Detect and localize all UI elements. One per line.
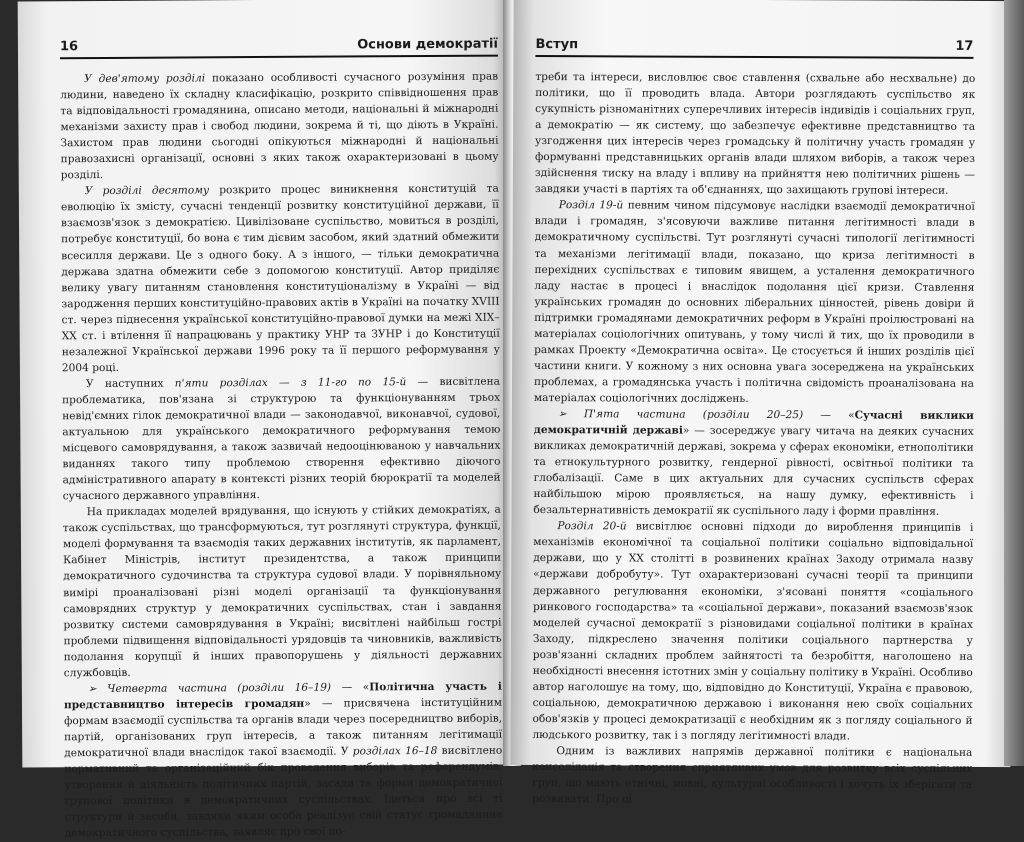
italic-lead: У розділі десятому xyxy=(84,184,210,198)
paragraph-text: розкрито процес виникнення конституцій та еволюцію їх змісту, сучасні тенденції розвитку конституційної держави, її взаємозв'язок з демократією. Цивілізоване суспільство, мовиться в розділі, потребує конституції, бо вона є тим дієвим засобом, який здатний обмежити всесилля держави. Це з одного боку. А з іншого, — тільки демократична держава здатна обмежити себе з допомогою конституції. Автор приділяє велику увагу питанням становлення конституціоналізму в Україні — від зародження перших конституційно-правових актів в Україні на початку XVIII ст. через піднесення української конституційно-правової думки на межі XIX–XX ст. і втілення її напрацювань у практику УНР та ЗУНР і до Конституції незалежної Української держави 1996 року та її першого реформування у 2004 році. xyxy=(60,182,500,375)
paragraph-text: треби та інтереси, висловлює своє ставлення (схвальне або несхвальне) до політики, що її проводить влада. Автори розглядають суспільство як сукупність різноманітних суперечливих інтересів індивідів і соціальних груп, а демократію — як систему, що забезпечує ефективне представництво та узгодження цих інтересів через громадську й політичну участь громадян у формуванні представницьких органів влади шляхом виборів, а також через здійснення тиску на владу і впливу на прийняття нею політичних рішень — завдяки участі в партіях та об'єднаннях, що захищають групові інтереси. xyxy=(534,71,976,198)
italic-lead: У дев'ятому розділі xyxy=(84,72,206,86)
part-title: Сучасні виклики демократичній державі xyxy=(533,409,974,437)
paragraph-text: висвітлює основні підходи до вироблення принципів і механізмів економічної та соціальної політики соціально відповідальної держави, що у XX столітті в розвинених країнах Заходу отримала назву «держави добробуту». Тут охарактеризовані сучасні теорії та принципи державного регулювання економіки, з'ясовані поняття «соціального ринкового господарства» та «соціальної держави», показаний взаємозв'язок моделей сучасної демократії з різновидами соціальної політики в країнах Заходу, підкреслено значення політики соціального партнерства у розв'язанні складних проблем зайнятості та безробіття, наголошено на необхідності внесення істотних змін у соціальну політику в Україні. Особливо автор наголошує на тому, що, відповідно до Конституції, Україна є правовою, соціальною, демократичною державою і виконання нею своїх соціальних обов'язків у процесі демократизації є необхідним як з погляду соціального й людського розвитку, так і з погляду легітимності влади. xyxy=(532,520,974,743)
paragraph xyxy=(532,518,973,745)
running-head xyxy=(60,35,498,60)
italic-lead: Розділ 20-й xyxy=(557,520,627,533)
page-body xyxy=(60,69,503,842)
part-title: Політична участь і представництво інтересів громадян xyxy=(63,680,502,712)
paragraph xyxy=(61,181,500,376)
italic-lead: п'яти розділах — з 11-го по 15-й xyxy=(174,376,407,390)
paragraph xyxy=(63,502,502,681)
running-title: Вступ xyxy=(535,37,579,53)
left-page xyxy=(18,0,513,840)
paragraph-text: Одним із важливих напрямів державної політики є національна консолідація та створення сприятливих умов для розвитку всіх суспільних груп, що мають етнічні, мовні, культурні особливості і хочуть їх зберігати та розвивати. Про ці xyxy=(532,745,973,806)
page-number: 17 xyxy=(955,38,974,54)
plain-lead: У наступних xyxy=(85,377,175,390)
running-title: Основи демократії xyxy=(357,36,498,53)
page-number: 16 xyxy=(59,39,79,55)
paragraph-text: » — зосереджує увагу читача на деяких сучасних викликах демократичній державі, зокрема у сферах економіки, етнополітики та етнокультурного розвитку, гендерної рівності, освітньої політики та глобалізації. Саме в цих актуальних для сучасних суспільств сферах найбільшою мірою проявляється, на нашу думку, ефективність і безальтернативність демократії як суспільного ладу і форми правління. xyxy=(533,424,974,519)
page-edge-shadow xyxy=(1004,0,1024,766)
running-head xyxy=(535,35,973,59)
paragraph xyxy=(534,197,975,408)
paragraph-text: певним чином підсумовує наслідки взаємодії демократичної влади і громадян, з'ясовуючи важливе питання легітимності влади в демократичному суспільстві. Тут розглянуті сучасні типології легітимності та механізми легітимації влади, показано, що криза легітимності в перехідних суспільствах є типовим явищем, а усталення демократичного ладу настає в процесі і внаслідок подолання цієї кризи. Ставлення українських громадян до основних ліберальних цінностей, рівень довіри й підтримки громадянами демократичних реформ в Україні проілюстровані на матеріалах соціологічних опитувань, у тому числі й тих, що їх проводили в рамках Проекту «Демократична освіта». Це стосується й інших розділів цієї частини книги. У кожному з них основна увага зосереджена на українських проблемах, а громадянська участь і політична свідомість проаналізована на матеріалах соціологічних досліджень. xyxy=(533,199,975,405)
italic-lead: Четверта частина (розділи 16–19) xyxy=(107,681,332,695)
italic-ref: розділах 16–18 xyxy=(352,744,438,758)
dash-quote: — « xyxy=(803,409,855,422)
page-body xyxy=(532,69,975,809)
paragraph-text: висвітлено нормативний та організаційний бік проведення виборів та референдумів, утворення й діяльність політичних партій, засади та форми демократичної групової політики в демократичних суспільствах. Ідеться про всі ті структури й засоби, завдяки яким особа реалізує свій статус громадянина демократичного суспільства, заявляє про свої по- xyxy=(64,744,503,840)
paragraph xyxy=(533,406,973,520)
paragraph-text: » — присвячена інституційним формам взаємодії суспільства та органів влади через посередництво виборів, партій, організованих груп інтересів, а також питанням легітимації демократичної влади внаслідок такої взаємодії. У xyxy=(64,696,503,760)
paragraph xyxy=(60,69,499,184)
paragraph xyxy=(62,373,501,504)
paragraph xyxy=(535,69,976,199)
paragraph-text: показано особливості сучасного розуміння прав людини, наведено їх складну класифікацію, розкрито співвідношення прав та відповідальності громадянина, описано методи, національні й міжнародні механізми захисту прав і свобод людини, зокрема й ті, що діють в Україні. Захистом прав людини сьогодні опікуються міжнародні й національні правозахисні організації, основні з яких також охарактеризовані в цьому розділі. xyxy=(60,70,499,182)
italic-lead: П'ята частина (розділи 20–25) xyxy=(583,408,804,422)
paragraph xyxy=(64,678,503,841)
arrow-bullet-icon: ➢ xyxy=(87,682,108,695)
right-page xyxy=(510,0,1013,806)
italic-lead: Розділ 19-й xyxy=(558,199,624,212)
dash-quote: — « xyxy=(331,681,370,694)
paragraph xyxy=(532,743,972,809)
paragraph-text: — висвітлена проблематика, пов'язана зі структурою та функціонуванням трьох невід'ємних гілок демократичної влади — законодавчої, виконавчої, судової, актуальною для українського демократичного реформування темою місцевого самоврядування, а також зазвичай недооцінюваною у навчальних виданнях такого типу проблемою створення ефективно діючого адміністративного апарату в контексті різних теорій бюрократії та моделей сучасного державного управління. xyxy=(62,375,501,503)
arrow-bullet-icon: ➢ xyxy=(557,408,584,421)
paragraph-text: На прикладах моделей врядування, що існують у стійких демократіях, а також суспільствах, що трансформуються, тут розглянуті структура, функції, моделі формування та взаємодія таких державних інститутів, як парламент, Кабінет Міністрів, інститут президентства, а також принципи демократичного судочинства та структура судової влади. У порівняльному вимірі проаналізовані різні моделі організації та функціонування самоврядних структур у демократичних суспільствах, стан і завдання розвитку системи самоврядування в Україні; висвітлені найбільш гострі проблеми підвищення відповідальності урядовців та чиновників, важливість подолання корупції й інших правопорушень у діяльності державних службовців. xyxy=(62,503,502,679)
